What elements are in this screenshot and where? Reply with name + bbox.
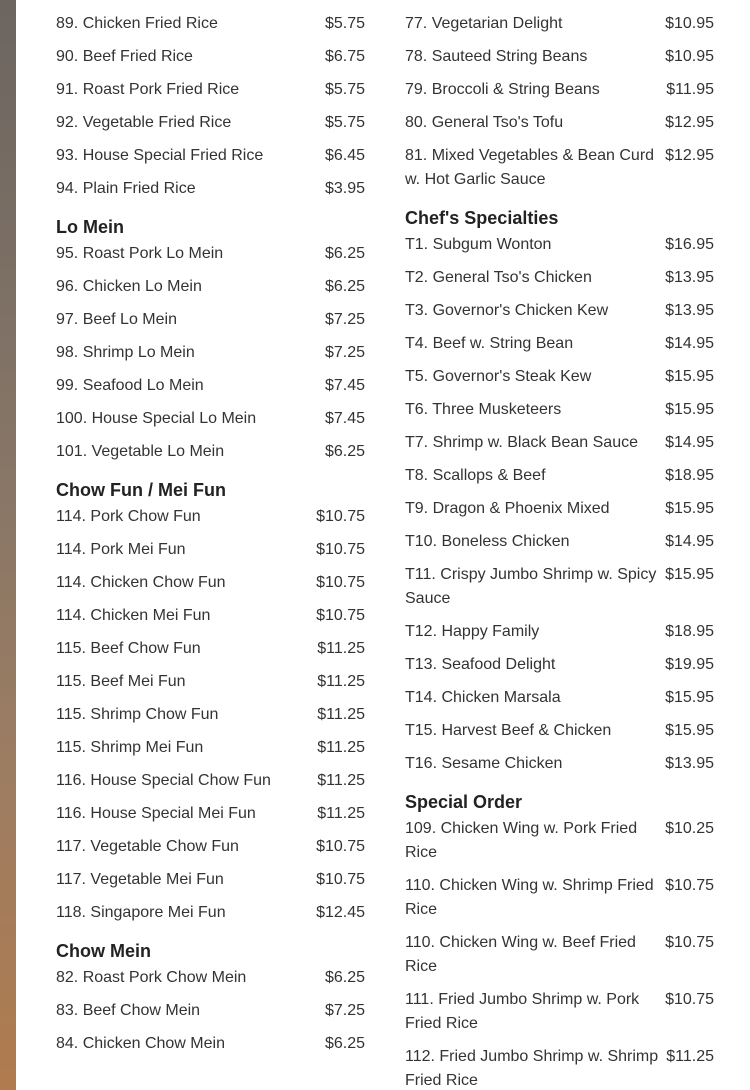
menu-item (405, 931, 714, 979)
menu-section (405, 790, 714, 1090)
menu-item-price: $15.95 (665, 500, 714, 517)
menu-item (405, 144, 714, 192)
menu-item-price: $14.95 (665, 533, 714, 550)
menu-item-price: $11.25 (317, 673, 365, 690)
menu-item-price: $19.95 (665, 656, 714, 673)
menu-item-price: $14.95 (665, 335, 714, 352)
background-photo-edge (0, 0, 16, 1090)
menu-item (405, 111, 714, 135)
menu-item (56, 308, 365, 332)
menu-item (405, 620, 714, 644)
menu-item-price: $13.95 (665, 302, 714, 319)
menu-item (405, 752, 714, 776)
menu-item-price: $5.75 (324, 15, 365, 32)
menu-item-name: 83. Beef Chow Mein (56, 1002, 201, 1019)
menu-item (405, 464, 714, 488)
menu-item (56, 12, 365, 36)
menu-section (56, 939, 365, 1056)
menu-item (56, 45, 365, 69)
menu-item (56, 571, 365, 595)
menu-item-price: $6.25 (324, 443, 365, 460)
menu-item-price: $10.75 (316, 871, 365, 888)
menu-item-price: $6.25 (324, 969, 365, 986)
menu-item (405, 233, 714, 257)
menu-item-name: 115. Shrimp Chow Fun (56, 706, 219, 723)
menu-item (56, 703, 365, 727)
menu-item (405, 12, 714, 36)
menu-item (56, 341, 365, 365)
menu-item-name: 110. Chicken Wing w. Beef Fried Rice (405, 934, 636, 975)
menu-item-price: $13.95 (665, 755, 714, 772)
menu-item-price: $7.25 (324, 1002, 365, 1019)
menu-item-name: 98. Shrimp Lo Mein (56, 344, 195, 361)
section-title: Special Order (405, 792, 523, 812)
menu-item (405, 686, 714, 710)
menu-item (405, 0, 714, 3)
menu-item-name: 114. Pork Chow Fun (56, 508, 201, 525)
menu-item-name: 89. Chicken Fried Rice (56, 15, 218, 32)
menu-item (405, 874, 714, 922)
menu-item-price: $10.75 (316, 607, 365, 624)
menu-item-price: $7.25 (324, 311, 365, 328)
section-title: Chow Mein (56, 941, 151, 961)
menu-item-name: 99. Seafood Lo Mein (56, 377, 204, 394)
menu-item-name: T9. Dragon & Phoenix Mixed (405, 500, 610, 517)
menu-item (56, 966, 365, 990)
menu-item-price: $12.95 (665, 147, 714, 164)
menu-item-name: 117. Vegetable Mei Fun (56, 871, 224, 888)
menu-item-price (665, 0, 714, 3)
menu-item-name: T8. Scallops & Beef (405, 467, 546, 484)
menu-item-name: 114. Chicken Chow Fun (56, 574, 226, 591)
menu-item-price: $11.95 (666, 81, 714, 98)
menu-item (56, 505, 365, 529)
menu-item (56, 835, 365, 859)
menu-item (405, 332, 714, 356)
menu-section (405, 206, 714, 776)
menu-item-name: 118. Singapore Mei Fun (56, 904, 226, 921)
menu-item-price: $12.45 (316, 904, 365, 921)
menu-item-price: $7.25 (324, 344, 365, 361)
menu-item (56, 901, 365, 925)
menu-item-price: $10.95 (665, 48, 714, 65)
menu-item-name: T16. Sesame Chicken (405, 755, 563, 772)
menu-item-price: $15.95 (665, 368, 714, 385)
menu-item-price: $6.45 (324, 147, 365, 164)
menu-item-name: T11. Crispy Jumbo Shrimp w. Spicy Sauce (405, 566, 657, 607)
menu-item-name: T6. Three Musketeers (405, 401, 562, 418)
menu-item (405, 653, 714, 677)
menu-item-name: T5. Governor's Steak Kew (405, 368, 592, 385)
menu-item (405, 299, 714, 323)
menu-item (405, 398, 714, 422)
menu-item-name: 82. Roast Pork Chow Mein (56, 969, 247, 986)
menu-item-name: 116. House Special Mei Fun (56, 805, 256, 822)
menu-item (56, 1032, 365, 1056)
menu-item (56, 242, 365, 266)
menu-item (56, 177, 365, 201)
section-title: Chef's Specialties (405, 208, 559, 228)
menu-item (405, 719, 714, 743)
menu-item-price: $7.45 (324, 377, 365, 394)
menu-item (405, 817, 714, 865)
menu-section (56, 0, 365, 201)
menu-item-name: T10. Boneless Chicken (405, 533, 570, 550)
menu-item-price: $10.75 (316, 508, 365, 525)
menu-item-price (325, 0, 365, 3)
menu-item-name: 79. Broccoli & String Beans (405, 81, 600, 98)
menu-section (56, 478, 365, 925)
menu-item-name: 115. Beef Mei Fun (56, 673, 186, 690)
menu-item (56, 736, 365, 760)
menu-item (56, 538, 365, 562)
menu-item-name: 114. Pork Mei Fun (56, 541, 186, 558)
menu-item-name: T4. Beef w. String Bean (405, 335, 574, 352)
menu-item (405, 1045, 714, 1090)
menu-item-price: $11.25 (317, 805, 365, 822)
menu-item-price: $18.95 (665, 623, 714, 640)
menu-item (405, 988, 714, 1036)
menu-item-price: $18.95 (665, 467, 714, 484)
menu-item-name: 90. Beef Fried Rice (56, 48, 193, 65)
menu-item (56, 604, 365, 628)
menu-item (405, 365, 714, 389)
menu-item-price: $11.25 (666, 1048, 714, 1065)
menu-item-price: $10.95 (665, 15, 714, 32)
menu-item (56, 144, 365, 168)
menu-item-name: 96. Chicken Lo Mein (56, 278, 202, 295)
menu-item-name: 91. Roast Pork Fried Rice (56, 81, 240, 98)
menu-item-name: 100. House Special Lo Mein (56, 410, 257, 427)
menu-item-name: 92. Vegetable Fried Rice (56, 114, 232, 131)
menu-item-price: $10.75 (665, 934, 714, 951)
menu-item-name: 77. Vegetarian Delight (405, 15, 563, 32)
menu-item (56, 440, 365, 464)
menu-item-name: 112. Fried Jumbo Shrimp w. Shrimp Fried Rice (405, 1048, 659, 1089)
menu-item-name: 78. Sauteed String Beans (405, 48, 588, 65)
menu-item-price: $6.75 (324, 48, 365, 65)
menu-item (56, 275, 365, 299)
menu-item-price: $15.95 (665, 722, 714, 739)
menu-item-price: $10.75 (316, 838, 365, 855)
menu-item-price: $14.95 (665, 434, 714, 451)
menu-item (56, 769, 365, 793)
menu-item-price: $10.75 (665, 991, 714, 1008)
menu-item (56, 374, 365, 398)
menu-item-name: 95. Roast Pork Lo Mein (56, 245, 224, 262)
menu-item (56, 637, 365, 661)
menu-item-price: $11.25 (317, 772, 365, 789)
menu-item-price: $6.25 (324, 245, 365, 262)
menu-item-price: $11.25 (317, 706, 365, 723)
menu-item-name: 94. Plain Fried Rice (56, 180, 196, 197)
menu-item (405, 497, 714, 521)
menu-item-name: T14. Chicken Marsala (405, 689, 561, 706)
menu-item-price: $10.75 (665, 877, 714, 894)
section-title: Lo Mein (56, 217, 124, 237)
menu-item-price: $13.95 (665, 269, 714, 286)
menu-item (405, 266, 714, 290)
menu-item-price: $6.25 (324, 1035, 365, 1052)
menu-item-name: 97. Beef Lo Mein (56, 311, 177, 328)
menu-item-price: $3.95 (324, 180, 365, 197)
menu-item-name: T12. Happy Family (405, 623, 540, 640)
menu-item-price: $10.25 (665, 820, 714, 837)
menu-item-name: T1. Subgum Wonton (405, 236, 552, 253)
menu-item-price: $12.95 (665, 114, 714, 131)
menu-item (405, 78, 714, 102)
menu-item-price: $11.25 (317, 640, 365, 657)
menu-item-name: 80. General Tso's Tofu (405, 114, 564, 131)
menu-item-price: $15.95 (665, 401, 714, 418)
menu-item-name: 115. Beef Chow Fun (56, 640, 201, 657)
menu-item-name: 111. Fried Jumbo Shrimp w. Pork Fried Rice (405, 991, 640, 1032)
menu-item-name: T2. General Tso's Chicken (405, 269, 592, 286)
menu-item-price: $16.95 (665, 236, 714, 253)
menu-column-right (405, 0, 714, 1090)
menu-item-name (56, 0, 325, 3)
menu-item-name: 84. Chicken Chow Mein (56, 1035, 225, 1052)
menu-item (56, 111, 365, 135)
menu-item-name: 109. Chicken Wing w. Pork Fried Rice (405, 820, 638, 861)
menu-item (405, 45, 714, 69)
menu-item-name: 114. Chicken Mei Fun (56, 607, 211, 624)
menu-item-name: 101. Vegetable Lo Mein (56, 443, 225, 460)
menu-item-name: T7. Shrimp w. Black Bean Sauce (405, 434, 638, 451)
menu-item (405, 530, 714, 554)
menu-item-price: $11.25 (317, 739, 365, 756)
menu-item-name: T3. Governor's Chicken Kew (405, 302, 609, 319)
menu-section (405, 0, 714, 192)
menu-item (56, 670, 365, 694)
menu-item-price: $7.45 (324, 410, 365, 427)
menu-item-name: T15. Harvest Beef & Chicken (405, 722, 612, 739)
menu-item-price: $10.75 (316, 574, 365, 591)
menu-item (56, 999, 365, 1023)
menu-item (56, 78, 365, 102)
menu-item-price: $5.75 (324, 114, 365, 131)
menu-item-price: $15.95 (665, 689, 714, 706)
menu-item-name: 117. Vegetable Chow Fun (56, 838, 239, 855)
menu-item-name: 115. Shrimp Mei Fun (56, 739, 204, 756)
menu-column-left (56, 0, 365, 1065)
menu-item (56, 868, 365, 892)
menu-item-name (405, 0, 665, 3)
menu-item (405, 431, 714, 455)
menu-item-name: 81. Mixed Vegetables & Bean Curd w. Hot Garlic Sauce (405, 147, 655, 188)
menu-item (405, 563, 714, 611)
menu-item-name: 116. House Special Chow Fun (56, 772, 271, 789)
menu-item (56, 0, 365, 3)
menu-section (56, 215, 365, 464)
menu-panel (16, 0, 750, 1090)
menu-item (56, 407, 365, 431)
menu-item-name: 93. House Special Fried Rice (56, 147, 264, 164)
menu-item-name: 110. Chicken Wing w. Shrimp Fried Rice (405, 877, 654, 918)
menu-item-price: $15.95 (665, 566, 714, 583)
menu-item-price: $10.75 (316, 541, 365, 558)
section-title: Chow Fun / Mei Fun (56, 480, 226, 500)
menu-item-name: T13. Seafood Delight (405, 656, 556, 673)
menu-item-price: $6.25 (324, 278, 365, 295)
menu-item-price: $5.75 (324, 81, 365, 98)
menu-item (56, 802, 365, 826)
